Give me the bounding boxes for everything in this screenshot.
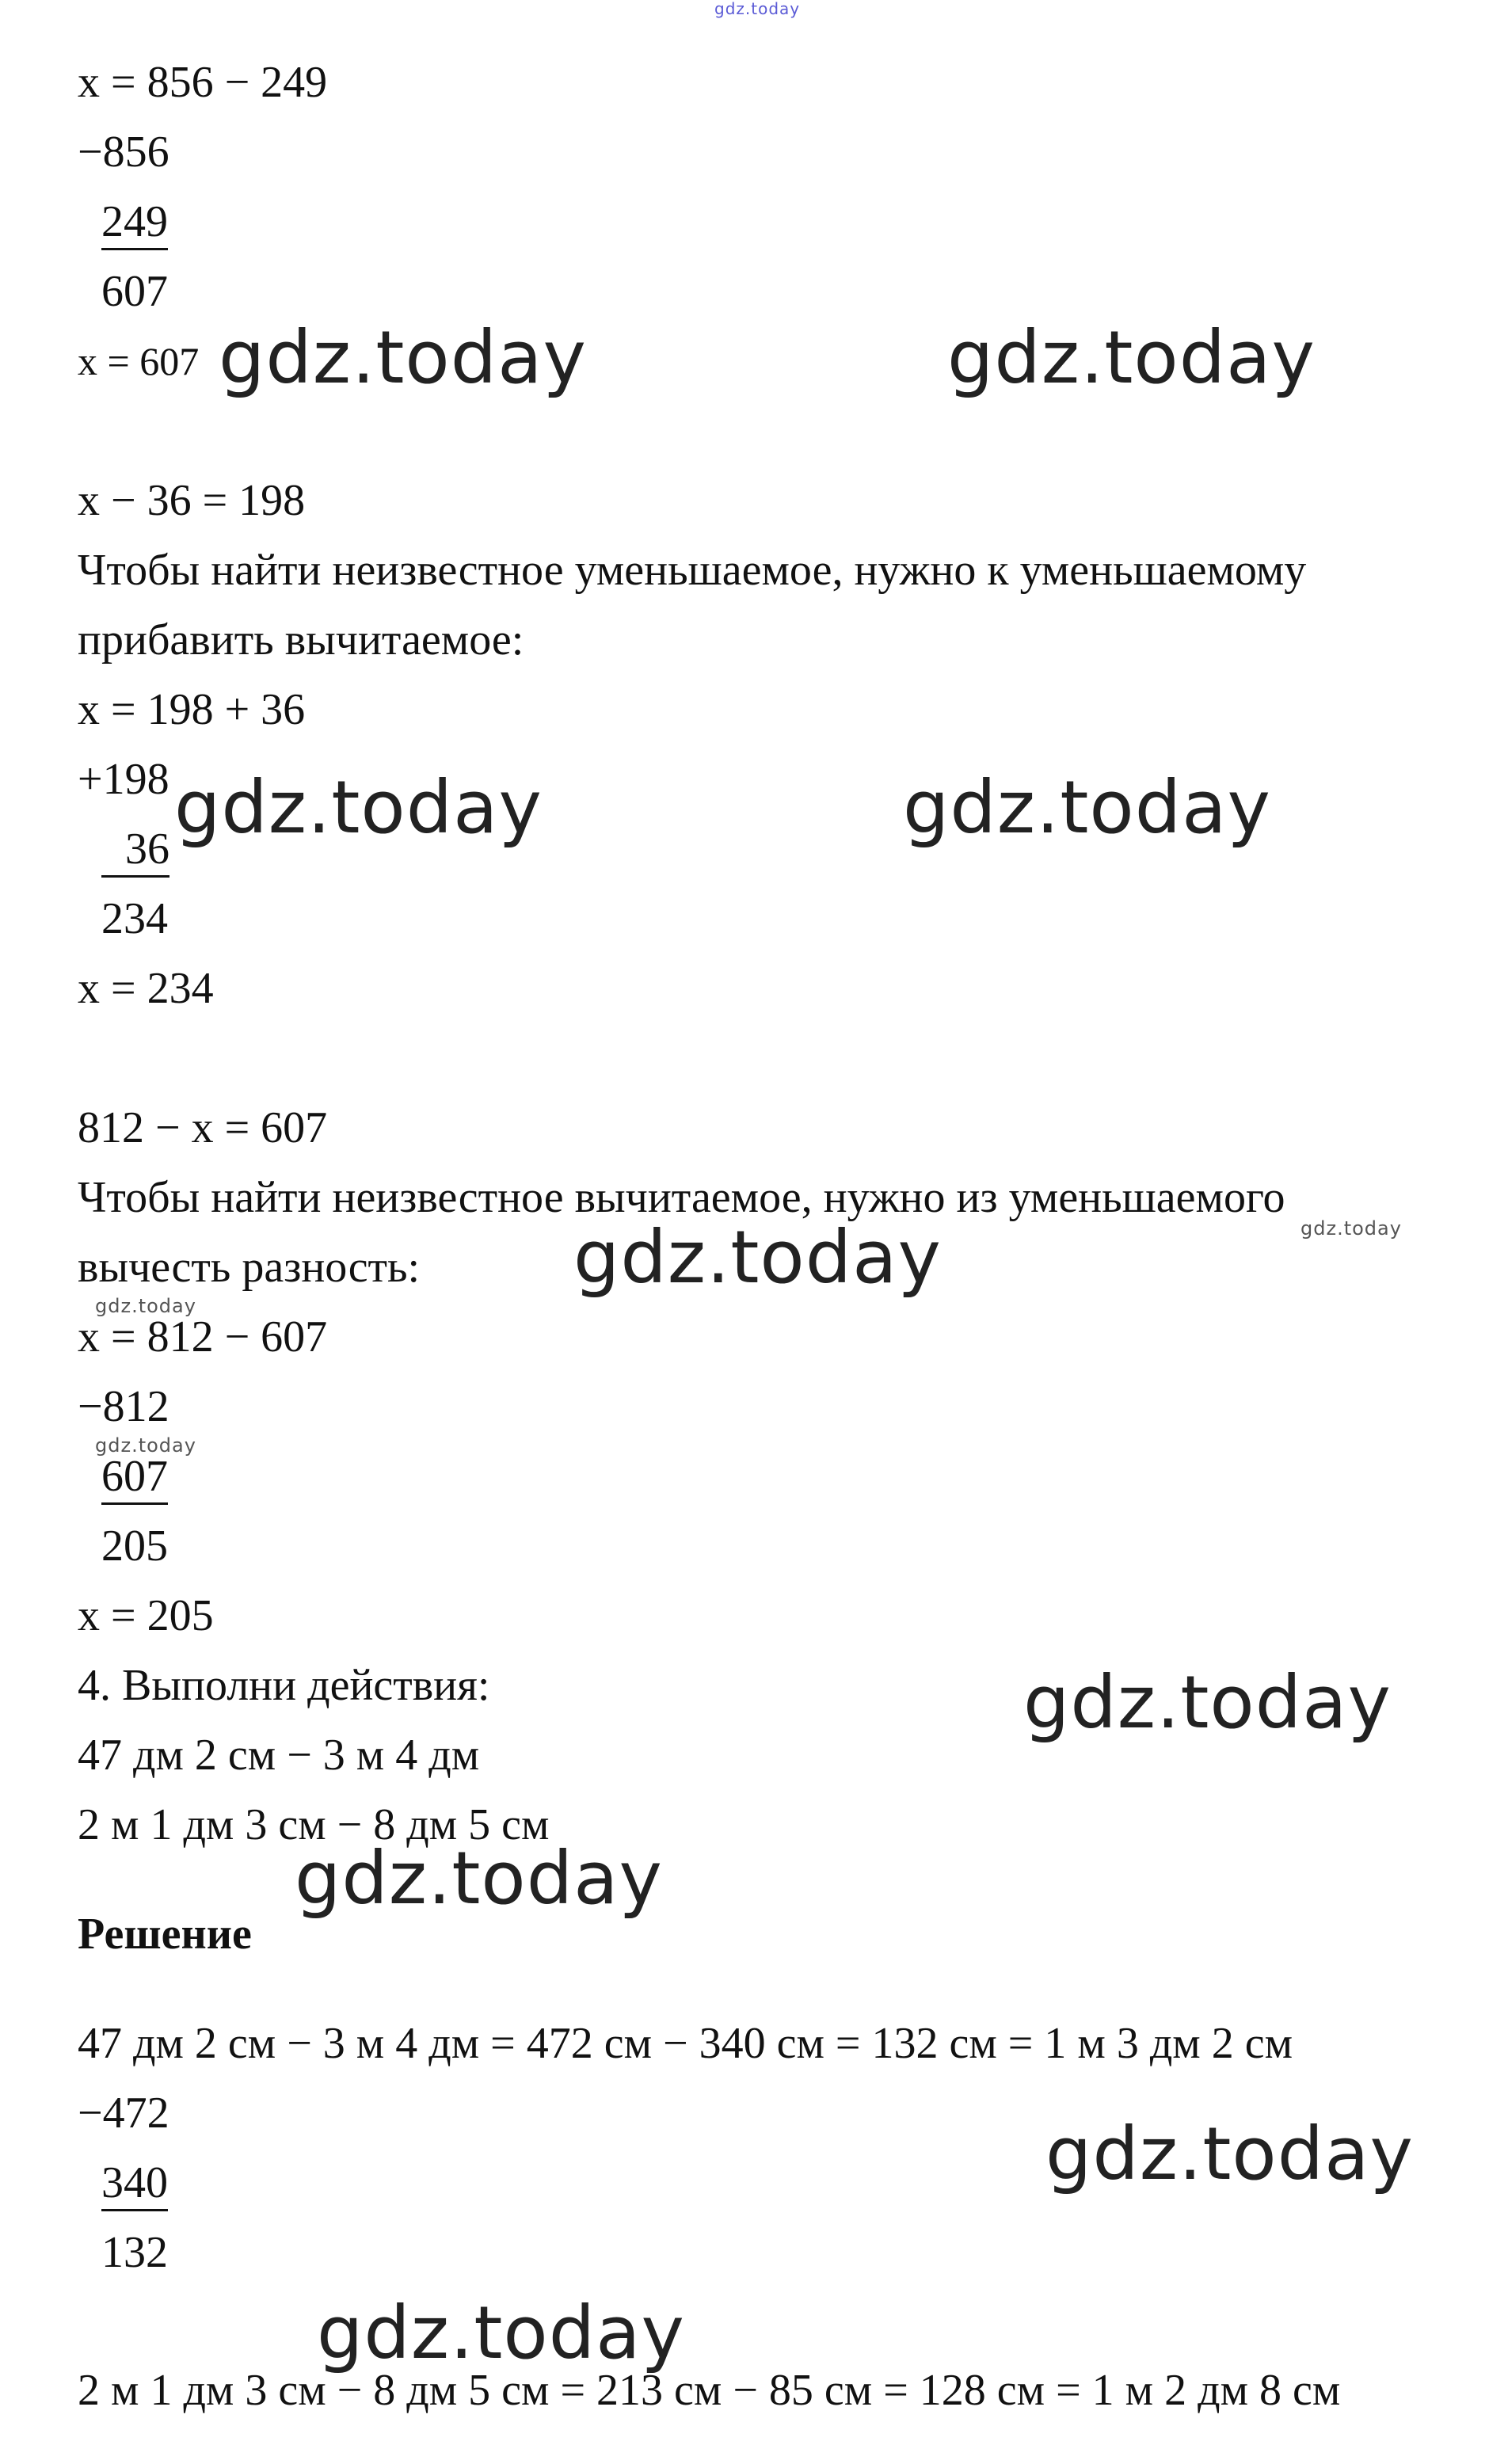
- column-result: 234: [101, 894, 168, 943]
- watermark-small: gdz.today: [95, 1295, 196, 1317]
- column-addend: [101, 824, 169, 874]
- column-minuend: −472: [78, 2089, 169, 2138]
- column-subtrahend: [101, 2157, 168, 2208]
- column-addend-value: 36: [101, 825, 169, 878]
- task-expression: 2 м 1 дм 3 см − 8 дм 5 см: [78, 1800, 550, 1849]
- watermark-small: gdz.today: [1300, 1217, 1402, 1240]
- watermark-top: gdz.today: [714, 0, 801, 18]
- answer-line: x = 205: [78, 1591, 214, 1640]
- equation-line: x − 36 = 198: [78, 476, 306, 525]
- equation-line: x = 856 − 249: [78, 58, 328, 107]
- rule-text: прибавить вычитаемое:: [78, 615, 524, 665]
- solution-line: 2 м 1 дм 3 см − 8 дм 5 см = 213 см − 85 см = 128 см = 1 м 2 дм 8 см: [78, 2366, 1341, 2415]
- rule-text: Чтобы найти неизвестное уменьшаемое, нужно к уменьшаемому: [78, 546, 1307, 595]
- answer-line: x = 234: [78, 964, 214, 1013]
- column-subtrahend: [101, 1451, 168, 1502]
- watermark: gdz.today: [573, 1215, 942, 1300]
- column-augend: +198: [78, 755, 169, 804]
- calc-line: x = 198 + 36: [78, 685, 306, 734]
- solution-line: 47 дм 2 см − 3 м 4 дм = 472 см − 340 см = 132 см = 1 м 3 дм 2 см: [78, 2019, 1293, 2068]
- calc-line: x = 812 − 607: [78, 1312, 328, 1361]
- column-result: 132: [101, 2228, 168, 2277]
- column-subtrahend-value: 249: [101, 197, 168, 250]
- column-minuend: −856: [78, 128, 169, 177]
- watermark: gdz.today: [317, 2291, 685, 2375]
- column-subtrahend: [101, 196, 168, 247]
- task-expression: 47 дм 2 см − 3 м 4 дм: [78, 1731, 480, 1780]
- answer-line: x = 607: [78, 339, 200, 383]
- watermark: gdz.today: [219, 315, 587, 400]
- watermark: gdz.today: [1045, 2112, 1414, 2196]
- watermark: gdz.today: [903, 765, 1271, 850]
- rule-text: вычесть разность:: [78, 1243, 421, 1292]
- watermark: gdz.today: [1023, 1660, 1392, 1745]
- watermark: gdz.today: [174, 765, 543, 850]
- column-result: 205: [101, 1521, 168, 1571]
- column-result: 607: [101, 267, 168, 316]
- watermark: gdz.today: [947, 315, 1316, 400]
- watermark: gdz.today: [295, 1836, 663, 1921]
- equation-line: 812 − x = 607: [78, 1103, 328, 1152]
- column-subtrahend-value: 607: [101, 1452, 168, 1505]
- task-title: 4. Выполни действия:: [78, 1661, 490, 1710]
- watermark-small: gdz.today: [95, 1434, 196, 1457]
- column-minuend: −812: [78, 1382, 169, 1431]
- column-subtrahend-value: 340: [101, 2158, 168, 2211]
- rule-text: Чтобы найти неизвестное вычитаемое, нужно из уменьшаемого: [78, 1173, 1285, 1222]
- solution-heading: Решение: [78, 1910, 252, 1959]
